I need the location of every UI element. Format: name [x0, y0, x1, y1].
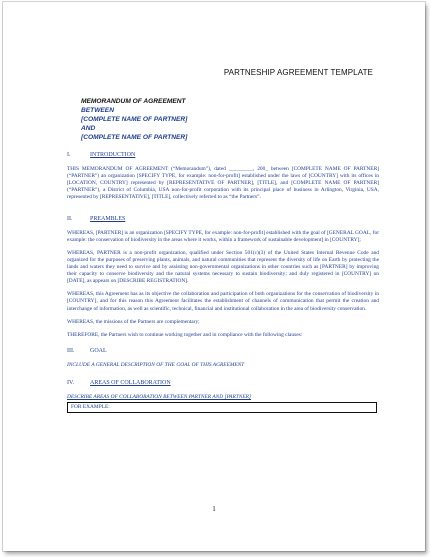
section-number: I.	[67, 152, 71, 158]
memo-between: BETWEEN	[81, 107, 114, 114]
areas-paragraph: DESCRIBE AREAS OF COLLABORATION BETWEEN PARTNER AND [PARTNER]	[67, 394, 252, 401]
memo-partner-1: [COMPLETE NAME OF PARTNER]	[81, 116, 188, 123]
document-title: PARTNESHIP AGREEMENT TEMPLATE	[223, 68, 373, 77]
goal-paragraph: INCLUDE A GENERAL DESCRIPTION OF THE GOAL OF THIS AGREEMENT	[67, 361, 245, 368]
section-number: IV.	[67, 379, 75, 386]
section-number: II.	[67, 215, 73, 222]
section-title: GOAL	[90, 347, 107, 354]
section-title: INTRODUCTION	[90, 152, 136, 158]
document-body	[67, 152, 379, 413]
section-title: AREAS OF COLLABORATION	[90, 379, 171, 386]
introduction-paragraph: THIS MEMORANDUM OF AGREEMENT (“Memorandum”), dated _________, 200_ between [COMPLETE NAME OF PARTNER] (“PARTNER”) an organization [SPECIFY TYPE, for example: non-for-profit] established under the laws of [COUNTRY] with its offices in [LOCATION, COUNTRY] represented by [REPRESENTATIVE OF PARTNER], [TITLE], and [COMPLETE NAME OF PARTNER] (“PARTNER”), a District of Columbia, USA non-for-profit corporation with its principal place of business in Arlington, Virginia, USA, represented by [REPRESENTATIVE], [TITLE], collectively referred to as “the Partners”.	[67, 166, 379, 201]
page-number: 1	[212, 505, 216, 513]
section-heading-areas	[67, 380, 379, 387]
preamble-paragraph-3: WHEREAS, this Agreement has as its objective the collaboration and participation of both organizations for the conservation of biodiversity in [COUNTRY], and for this reason this Agreement facilitates the establishment of channels of communication that permit the creation and interchange of information, as well as scientific, technical, financial and institutional collaboration in the area of biodiversity conservation.	[67, 291, 379, 312]
memo-title: MEMORANDUM OF AGREEMENT	[81, 98, 186, 105]
section-heading-introduction	[67, 152, 379, 159]
memo-block	[81, 97, 187, 142]
section-number: III.	[67, 347, 75, 354]
preamble-paragraph-5: THEREFORE, the Partners wish to continue working together and in compliance with the following clauses:	[67, 331, 303, 338]
preamble-paragraph-2: WHEREAS, PARTNER is a non-profit organization, qualified under Section 501(c)(3) of the United States Internal Revenue Code and organized for the purposes of preserving plants, animals, and natural communities that represent the diversity of life on Earth by protecting the lands and waters they need to survive and by assisting non-governmental organizations in other countries such as [PARTNER] by improving their capacity to conserve biodiversity and the natural systems necessary to sustain biodiversity; and duly registered in [COUNTRY] on [DATE], as appears on [DESCRIBE REGISTRATION].	[67, 249, 379, 285]
section-heading-goal	[67, 348, 379, 355]
memo-partner-2: [COMPLETE NAME OF PARTNER]	[81, 134, 188, 141]
section-title: PREAMBLES	[90, 215, 126, 222]
section-heading-preambles	[67, 216, 379, 223]
example-box: FOR EXAMPLE:	[67, 402, 377, 413]
preamble-paragraph-4: WHEREAS, the missions of the Partners are complementary;	[67, 318, 200, 325]
memo-and: AND	[81, 125, 96, 132]
document-page	[3, 2, 425, 551]
preamble-paragraph-1: WHEREAS, [PARTNER] is an organization [SPECIFY TYPE, for example: non-for-profit] established with the goal of [GENERAL GOAL, for example: the conservation of biodiversity in the areas where it works, within a framework of sustainable development] in [COUNTRY];	[67, 229, 379, 243]
